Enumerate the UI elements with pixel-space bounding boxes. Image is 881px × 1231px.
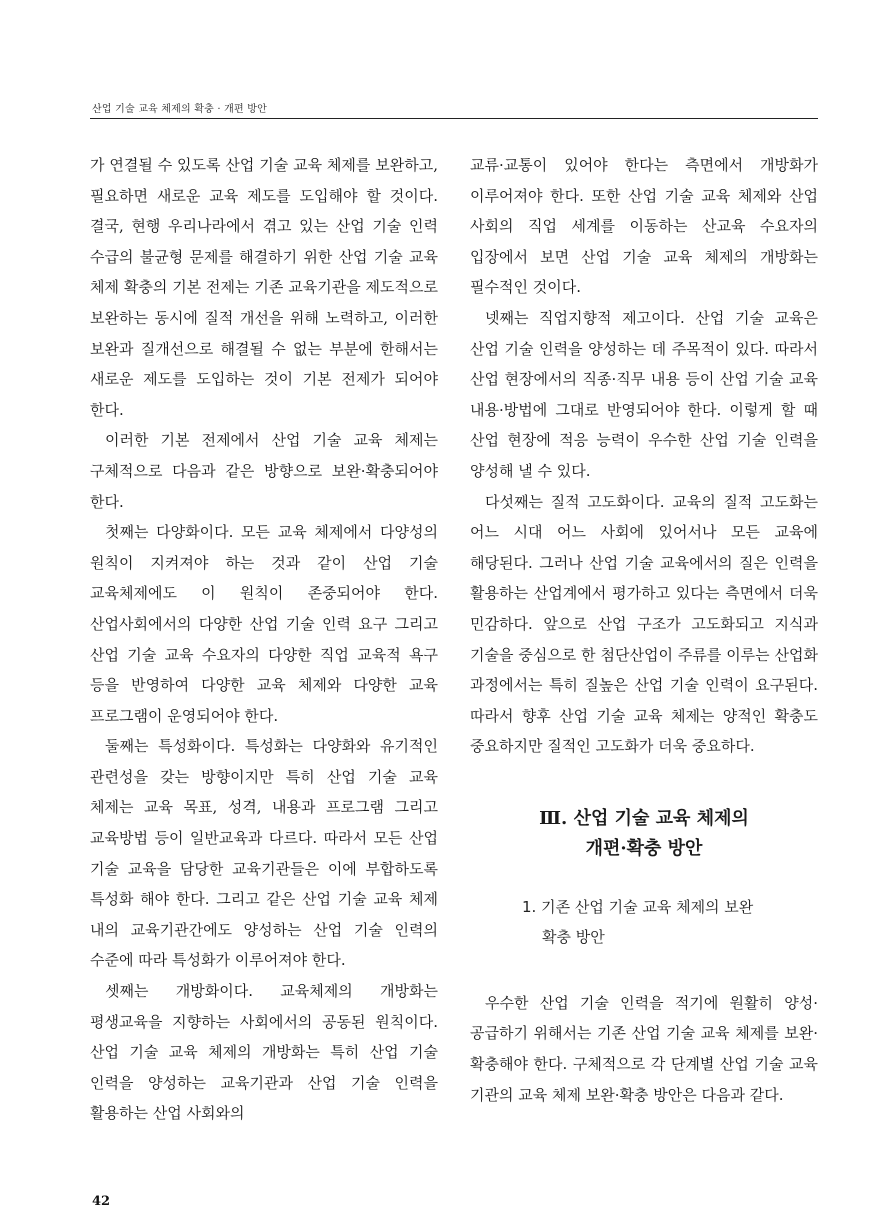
paragraph: 둘째는 특성화이다. 특성화는 다양화와 유기적인 관련성을 갖는 방향이지만 특히 산업 기술 교육 체제는 교육 목표, 성격, 내용과 프로그램 그리고 교육방법 등이 일반교육과 다르다. 따라서 모든 산업 기술 교육을 담당한 교육기관들은 이에 부합하도록 특성화 해야 한다. 그리고 같은 산업 기술 교육 체제 내의 교육기관간에도 양성하는 산업 기술 인력의 수준에 따라 특성화가 이루어져야 한다. bbox=[90, 737, 438, 970]
subsection-heading bbox=[470, 892, 818, 952]
paragraph: 넷째는 직업지향적 제고이다. 산업 기술 교육은 산업 기술 인력을 양성하는 데 주목적이 있다. 따라서 산업 현장에서의 직종·직무 내용 등이 산업 기술 교육 내용·방법에 그대로 반영되어야 한다. 이렇게 할 때 산업 현장에 적응 능력이 우수한 산업 기술 인력을 양성해 낼 수 있다. bbox=[470, 308, 818, 480]
paragraph: 우수한 산업 기술 인력을 적기에 원활히 양성·공급하기 위해서는 기존 산업 기술 교육 체제를 보완·확충해야 한다. 구체적으로 각 단계별 산업 기술 교육 기관의 교육 체제 보완·확충 방안은 다음과 같다. bbox=[470, 993, 818, 1104]
header-rule bbox=[90, 118, 818, 119]
running-header: 산업 기술 교육 체제의 확충 · 개편 방안 bbox=[92, 104, 267, 115]
section-heading-line: 개편·확충 방안 bbox=[585, 837, 703, 859]
section-heading-line: Ⅲ. 산업 기술 교육 체제의 bbox=[539, 807, 749, 829]
subsection-heading-line: 1. 기존 산업 기술 교육 체제의 보완 bbox=[522, 897, 754, 916]
paragraph: 가 연결될 수 있도록 산업 기술 교육 체제를 보완하고, 필요하면 새로운 교육 제도를 도입해야 할 것이다. 결국, 현행 우리나라에서 겪고 있는 산업 기술 인력 수급의 불균형 문제를 해결하기 위한 산업 기술 교육 체제 확충의 기본 전제는 기존 교육기관을 제도적으로 보완하는 동시에 질적 개선을 위해 노력하고, 이러한 보완과 질개선으로 해결될 수 없는 부분에 한해서는 새로운 제도를 도입하는 것이 기본 전제가 되어야 한다. bbox=[90, 156, 438, 419]
paragraph: 이러한 기본 전제에서 산업 기술 교육 체제는 구체적으로 다음과 같은 방향으로 보완·확충되어야 한다. bbox=[90, 431, 438, 511]
page-number: 42 bbox=[92, 1194, 111, 1209]
left-column bbox=[90, 150, 438, 1129]
paragraph: 첫째는 다양화이다. 모든 교육 체제에서 다양성의 원칙이 지켜져야 하는 것과 같이 산업 기술 교육체제에도 이 원칙이 존중되어야 한다. 산업사회에서의 다양한 산업 기술 인력 요구 그리고 산업 기술 교육 수요자의 다양한 직업 교육적 욕구 등을 반영하여 다양한 교육 체제와 다양한 교육 프로그램이 운영되어야 한다. bbox=[90, 523, 438, 725]
paragraph: 다섯째는 질적 고도화이다. 교육의 질적 고도화는 어느 시대 어느 사회에 있어서나 모든 교육에 해당된다. 그러나 산업 기술 교육에서의 질은 인력을 활용하는 산업계에서 평가하고 있다는 측면에서 더욱 민감하다. 앞으로 산업 구조가 고도화되고 지식과 기술을 중심으로 한 첨단산업이 주류를 이루는 산업화 과정에서는 특히 질높은 산업 기술 인력이 요구된다. 따라서 향후 산업 기술 교육 체제는 양적인 확충도 중요하지만 질적인 고도화가 더욱 중요하다. bbox=[470, 492, 818, 756]
subsection-heading-line: 확충 방안 bbox=[542, 927, 605, 946]
paragraph: 교류·교통이 있어야 한다는 측면에서 개방화가 이루어져야 한다. 또한 산업 기술 교육 체제와 산업 사회의 직업 세계를 이동하는 산교육 수요자의 입장에서 보면 산업 기술 교육 체제의 개방화는 필수적인 것이다. bbox=[470, 156, 818, 297]
right-column bbox=[470, 150, 818, 1110]
section-heading bbox=[470, 804, 818, 864]
paragraph: 셋째는 개방화이다. 교육체제의 개방화는 평생교육을 지향하는 사회에서의 공동된 원칙이다. 산업 기술 교육 체제의 개방화는 특히 산업 기술 인력을 양성하는 교육기관과 산업 기술 인력을 활용하는 산업 사회와의 bbox=[90, 982, 438, 1123]
